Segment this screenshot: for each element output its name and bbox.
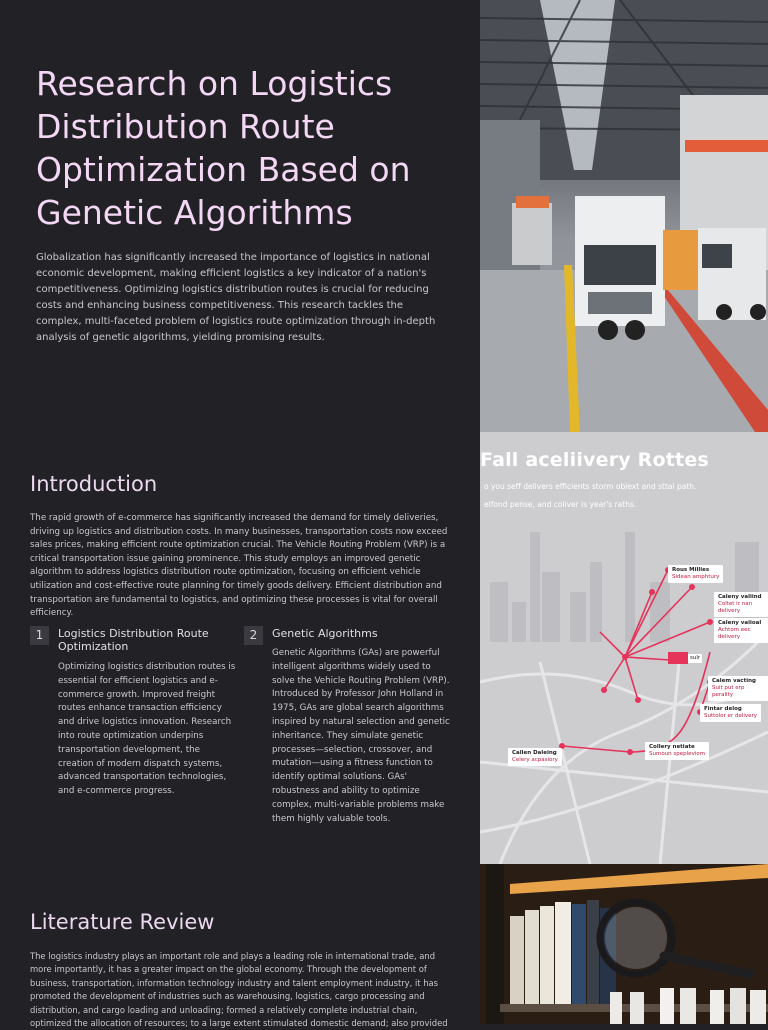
point-body: Genetic Algorithms (GAs) are powerful intelligent algorithms widely used to solve the Vehicle Routing Problem (VRP). Introduced by Professor John Holland in 1975, GAs are global search algorithms inspired by natural selection and genetic inheritance. They simulate genetic processes—selection, crossover, and mutation—using a fitness function to identify optimal solutions. GAs' robustness and ability to optimize complex, multi-variable problems make them highly valuable tools. (272, 648, 450, 824)
map-image-subtitle-2: elfond pense, and coliver is year's raths. (484, 500, 637, 509)
map-label: Collery netiate Sumoun spepleviom (645, 742, 709, 760)
warehouse-illustration (480, 0, 768, 432)
map-label: Caleny valiind Coltet ir nan delivery (714, 592, 768, 617)
route-map-illustration (480, 432, 768, 864)
point-number-badge: 1 (30, 626, 49, 645)
bookshelf-magnifier-image (480, 864, 768, 1024)
warehouse-trucks-image (480, 0, 768, 432)
lead-paragraph: Globalization has significantly increased the importance of logistics in national economic development, making efficient logistics a key indicator of a nation's competitiveness. Optimizing logistics distribution routes is crucial for reducing costs and enhancing business competitiveness. This research tackles the complex, multi-faceted problem of logistics route optimization through in-depth analysis of genetic algorithms, yielding promising results. (36, 252, 436, 343)
map-label: Fintar delog Suttolor er delivery (700, 704, 761, 722)
map-label: Rous Millies Sidean amphtury (668, 565, 723, 583)
delivery-routes-map-image (480, 432, 768, 864)
image-column (480, 0, 768, 1024)
introduction-heading: Introduction (30, 472, 158, 496)
map-image-title: Fall aceliivery Rottes (480, 449, 709, 471)
point-number-badge: 2 (244, 626, 263, 645)
page-title: Research on Logistics Distribution Route Optimization Based on Genetic Algorithms (36, 64, 411, 232)
literature-review-body: The logistics industry plays an important role and plays a leading role in international trade, and more importantly, it has a greater impact on the global economy. Through the development of business, transportation, information technology industry and talent employment industry, it has promoted the development of industries such as warehousing, logistics, cargo processing and distribution, and cargo loading and unloading; formed a relatively complete industrial chain, optimized the allocation of resources; to a large extent stimulated domestic demand; also provided (30, 951, 448, 1029)
map-label: Caleny vaiioal Achtom eec delivery (714, 618, 768, 643)
introduction-body: The rapid growth of e-commerce has significantly increased the demand for timely deliveries, driving up logistics and distribution costs. In many businesses, transportation costs now exceed sales prices, making efficient route optimization crucial. The Vehicle Routing Problem (VRP) is a critical transportation issue gaining prominence. This study employs an improved genetic algorithm to address logistics distribution route optimization, focusing on efficient vehicle utilization and cost-effective route planning for timely goods delivery. Efficient distribution and transportation are fundamental to logistics, and optimizing these processes is vital for overall efficiency. (30, 513, 448, 619)
map-label: Callen Daleing Celery acpasiory (508, 748, 562, 766)
map-image-subtitle-1: o you seff delivers efficients storm oblext and sttal path. (484, 482, 697, 491)
point-title: Logistics Distribution Route Optimization (58, 627, 209, 653)
point-title: Genetic Algorithms (272, 627, 378, 640)
literature-review-heading: Literature Review (30, 910, 215, 934)
truck-tag: sulr (690, 655, 701, 661)
bookshelf-illustration (480, 864, 768, 1024)
map-label: Calem vacting Suit put erp perality (708, 676, 768, 701)
point-body: Optimizing logistics distribution routes is essential for efficient logistics and e-commerce growth. Improved freight routes enhance transaction efficiency and drive logistics innovation. Research into route optimization underpins transportation development, the creation of modern dispatch systems, advanced transportation technologies, and e-commerce progress. (58, 662, 236, 797)
